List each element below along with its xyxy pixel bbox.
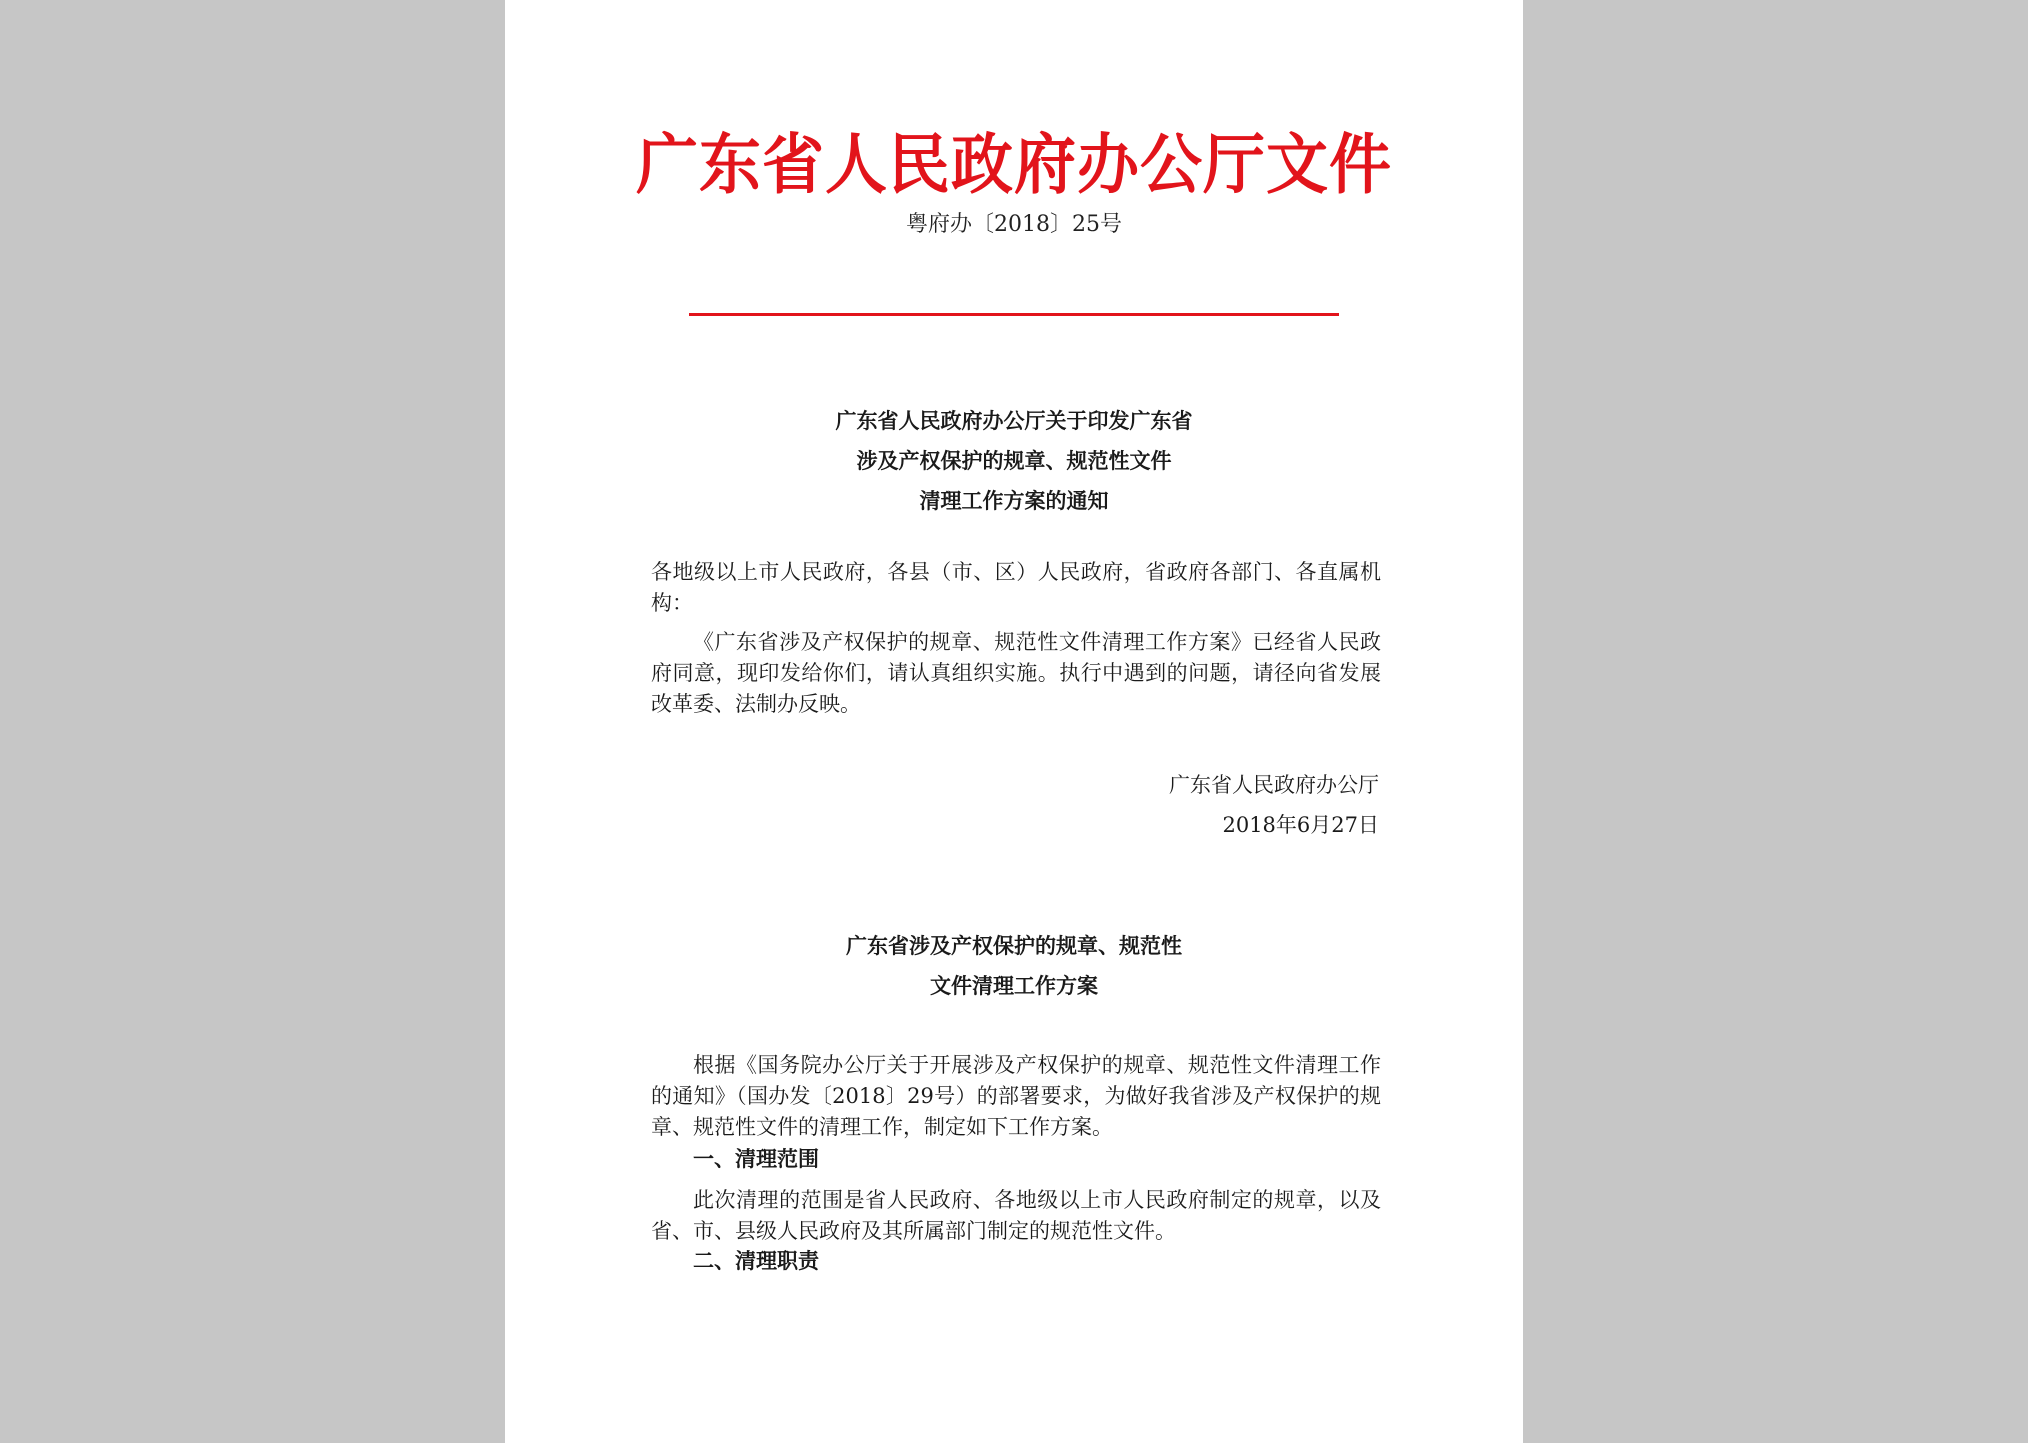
- signature-issuer: 广东省人民政府办公厅: [1169, 773, 1379, 797]
- salutation: 各地级以上市人民政府，各县（市、区）人民政府，省政府各部门、各直属机构：: [651, 560, 1381, 615]
- plan-intro: 根据《国务院办公厅关于开展涉及产权保护的规章、规范性文件清理工作的通知》（国办发〔2018〕29号）的部署要求，为做好我省涉及产权保护的规章、规范性文件的清理工作，制定如下工作方案。: [651, 1053, 1381, 1139]
- red-separator-line: [689, 313, 1339, 316]
- document-page: [505, 0, 1523, 1443]
- section-1-heading: 一、清理范围: [693, 1147, 819, 1171]
- notice-title-line-1: 广东省人民政府办公厅关于印发广东省: [835, 409, 1193, 433]
- section-1-text: 此次清理的范围是省人民政府、各地级以上市人民政府制定的规章，以及省、市、县级人民政府及其所属部门制定的规范性文件。: [651, 1188, 1381, 1243]
- section-2-heading: 二、清理职责: [693, 1249, 819, 1273]
- notice-body: 《广东省涉及产权保护的规章、规范性文件清理工作方案》已经省人民政府同意，现印发给你们，请认真组织实施。执行中遇到的问题，请径向省发展改革委、法制办反映。: [651, 630, 1381, 716]
- plan-title-line-2: 文件清理工作方案: [930, 974, 1098, 998]
- plan-title-line-1: 广东省涉及产权保护的规章、规范性: [846, 934, 1182, 958]
- notice-title-line-3: 清理工作方案的通知: [919, 489, 1109, 513]
- notice-title-line-2: 涉及产权保护的规章、规范性文件: [856, 449, 1172, 473]
- document-number: 粤府办〔2018〕25号: [906, 212, 1122, 237]
- masthead-title: 广东省人民政府办公厅文件: [635, 126, 1392, 203]
- signature-date: 2018年6月27日: [1222, 813, 1379, 837]
